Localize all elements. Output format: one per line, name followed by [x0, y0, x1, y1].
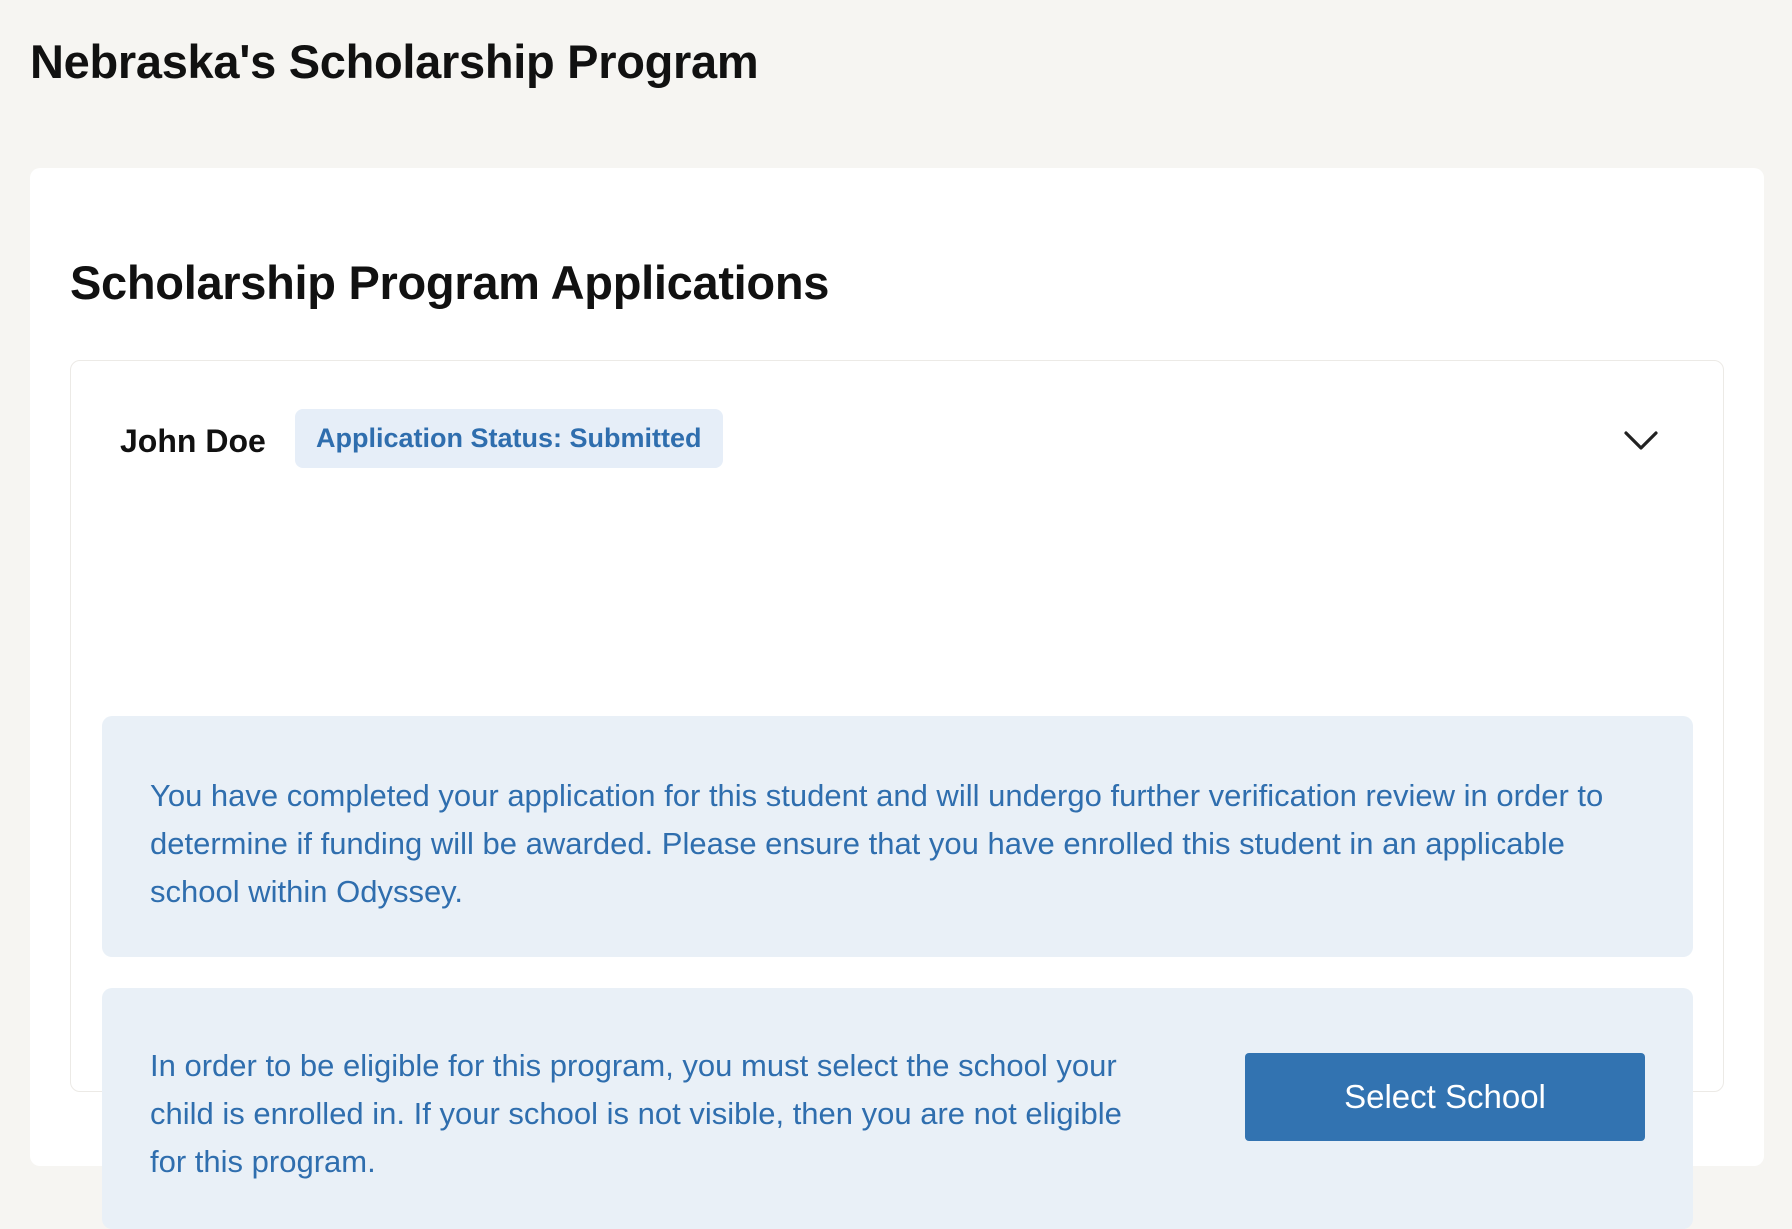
- application-panel: [70, 360, 1724, 1179]
- eligibility-message: In order to be eligible for this program, you must select the school your child is enrolled in. If your school is not visible, then you are not eligible for this program.: [150, 1048, 1122, 1179]
- chevron-down-icon[interactable]: [1621, 421, 1661, 461]
- chevron-down-icon-svg: [1624, 431, 1658, 451]
- section-title: Scholarship Program Applications: [70, 256, 830, 309]
- completion-info-box: [102, 716, 1693, 957]
- eligibility-info-box: [102, 988, 1693, 1229]
- page-title: Nebraska's Scholarship Program: [30, 35, 759, 88]
- applications-card: [30, 168, 1764, 1179]
- completion-message: You have completed your application for this student and will undergo further verification review in order to determine if funding will be awarded. Please ensure that you have enrolled this student in an applicable school within Odyssey.: [150, 778, 1604, 909]
- status-badge: Application Status: Submitted: [295, 409, 723, 468]
- application-header[interactable]: [71, 361, 1723, 497]
- select-school-button[interactable]: Select School: [1245, 1053, 1645, 1141]
- student-name: John Doe: [120, 423, 266, 459]
